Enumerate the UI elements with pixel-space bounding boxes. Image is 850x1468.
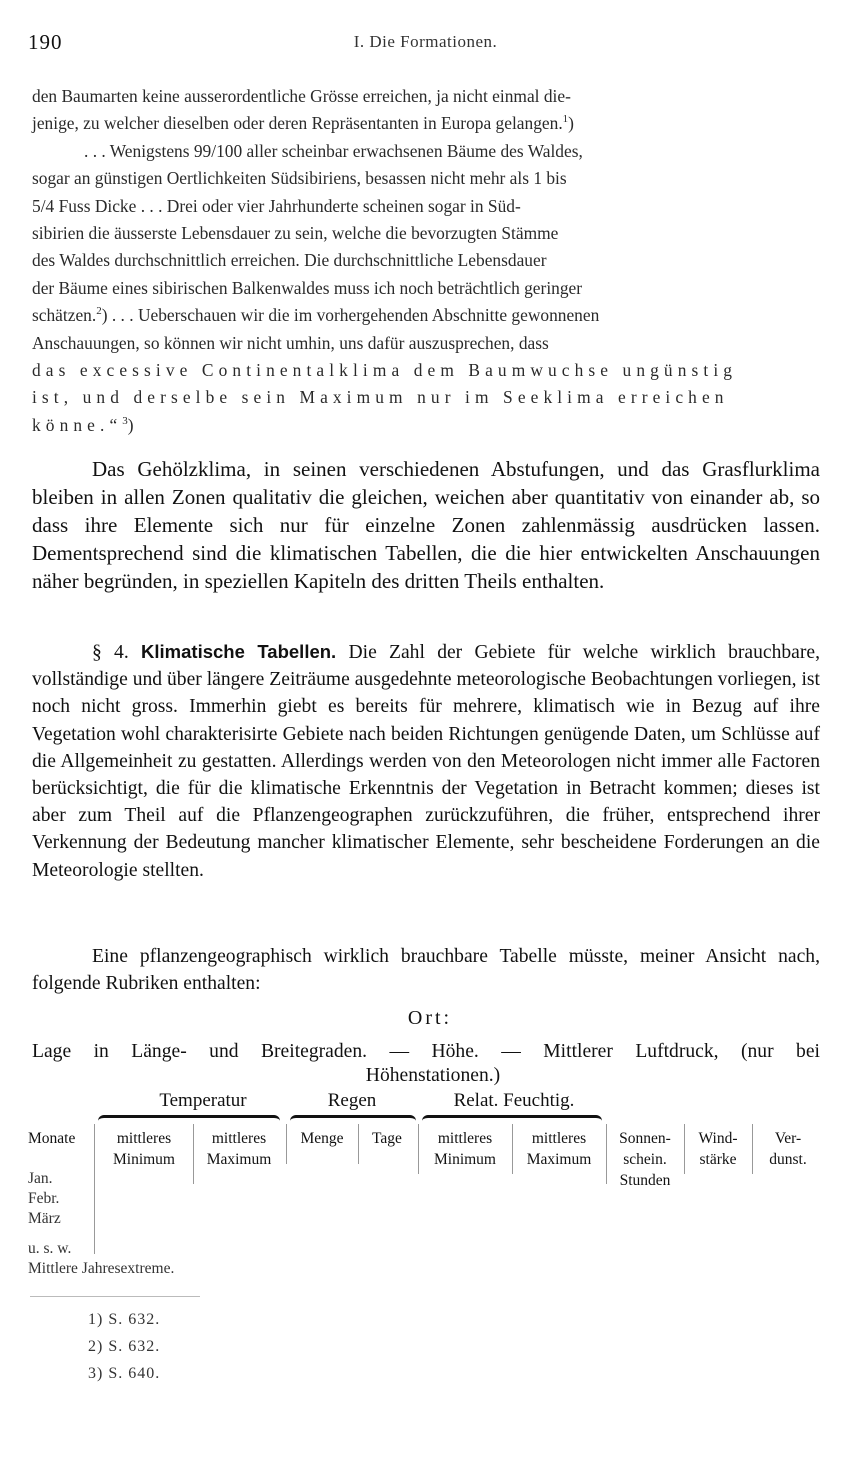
row-label-jan: Jan.	[28, 1170, 53, 1187]
col-feucht-max: mittleres Maximum	[526, 1130, 592, 1168]
quote-line-emphasis: das excessive Continentalklima dem Baumwuchse ungünstig	[32, 360, 738, 381]
col-windstaerke: Wind- stärke	[698, 1130, 738, 1168]
quote-line: jenige, zu welcher dieselben oder deren Repräsentanten in Europa gelangen.$^1$)	[32, 113, 574, 134]
paragraph-klimatische-tabellen: § 4. Klimatische Tabellen. Die Zahl der Gebiete für welche wirklich brauchbare, vollständige und über längere Zeiträume ausgedehnte meteorologische Beobachtungen vorliegen, ist noch nicht gross. Immerhin giebt es bereits für mehrere, klimatisch wie in Bezug auf ihre Vegetation wohl charakterisirte Gebiete nach beiden Richtungen genügende Daten, um Schlüsse auf die Allgemeinheit zu gestatten. Allerdings werden von den Meteorologen nicht immer alle Factoren berücksichtigt, die für die klimatische Erkenntnis der Vegetation in Betracht kommen; dieses ist aber zum Theil auf die Pflanzengeographen zurückzuführen, die früher, entsprechend ihrer Verkennung der Bedeutung mancher klimatischer Elemente, sehr bescheidene Forderungen an die Meteorologie stellten.	[32, 641, 820, 881]
column-rule	[286, 1124, 287, 1164]
quote-line: der Bäume eines sibirischen Balkenwaldes muss ich noch beträchtlich geringer	[32, 277, 583, 298]
footnote-1: 1) S. 632.	[88, 1311, 161, 1328]
row-label-febr: Febr.	[28, 1190, 60, 1207]
quote-line-emphasis: ist, und derselbe sein Maximum nur im Seeklima erreichen	[32, 387, 729, 408]
footnote-ref: 2	[96, 305, 102, 318]
lage-line: Lage in Länge- und Breitegraden. — Höhe. — Mittlerer Luftdruck, (nur bei	[32, 1041, 820, 1062]
section-number: § 4.	[92, 642, 129, 663]
footnote-divider	[30, 1296, 200, 1297]
col-sonnenschein: Sonnen- schein. Stunden	[619, 1130, 671, 1189]
column-rule	[193, 1124, 194, 1184]
group-brace	[422, 1115, 602, 1124]
ort-label: Ort:	[407, 1007, 453, 1029]
quote-line: . . . Wenigstens 99/100 aller scheinbar erwachsenen Bäume des Waldes,	[84, 140, 583, 161]
rubric-table	[28, 1090, 828, 1290]
quote-line: sibirien die äusserste Lebensdauer zu sein, welche die bevorzugten Stämme	[32, 223, 559, 244]
group-temperatur: Temperatur	[159, 1090, 247, 1111]
footnote-2: 2) S. 632.	[88, 1338, 161, 1355]
group-brace	[98, 1115, 280, 1124]
footnote-3: 3) S. 640.	[88, 1365, 161, 1382]
lage-line-continued: Höhenstationen.)	[365, 1065, 501, 1086]
col-regen-menge: Menge	[300, 1130, 344, 1147]
col-temp-max: mittleres Maximum	[206, 1130, 272, 1168]
quote-line: Anschauungen, so können wir nicht umhin, uns dafür auszusprechen, dass	[32, 332, 549, 353]
col-temp-min: mittleres Minimum	[112, 1130, 175, 1168]
row-label-mittlere: Mittlere Jahresextreme.	[28, 1260, 175, 1277]
column-rule	[606, 1124, 607, 1184]
paragraph-gehoelzklima: Das Gehölzklima, in seinen verschiedenen Abstufungen, und das Grasflurklima bleiben in allen Zonen qualitativ die gleichen, weichen aber quantitativ von einander ab, so dass ihre Elemente sich nur für einzelne Zonen zahlenmässig ausdrücken lassen. Dementsprechend sind die klimatischen Tabellen, die die hier entwickelten Anschauungen näher begründen, in speziellen Kapiteln des dritten Theils enthalten.	[32, 457, 820, 593]
col-verdunstung: Ver- dunst.	[769, 1130, 807, 1168]
column-rule	[752, 1124, 753, 1174]
quote-line: des Waldes durchschnittlich erreichen. Die durchschnittliche Lebensdauer	[32, 250, 547, 271]
quote-line: könne.“$^3$)	[32, 414, 134, 435]
page-number: 190	[28, 30, 63, 54]
row-label-maerz: März	[28, 1210, 61, 1227]
column-rule	[512, 1124, 513, 1174]
group-brace	[290, 1115, 416, 1124]
col-regen-tage: Tage	[372, 1130, 402, 1147]
group-feuchtigkeit: Relat. Feuchtig.	[453, 1090, 575, 1111]
column-rule	[358, 1124, 359, 1164]
paragraph-tabelle: Eine pflanzengeographisch wirklich brauchbare Tabelle müsste, meiner Ansicht nach, folgende Rubriken enthalten:	[32, 946, 820, 995]
column-rule	[94, 1124, 95, 1254]
quote-line: den Baumarten keine ausserordentliche Grösse erreichen, ja nicht einmal die-	[32, 86, 571, 106]
row-label-usw: u. s. w.	[28, 1240, 72, 1257]
footnote-ref: 3	[122, 414, 128, 427]
col-monate: Monate	[28, 1130, 76, 1147]
section-heading: Klimatische Tabellen.	[141, 641, 337, 662]
group-regen: Regen	[327, 1090, 377, 1111]
footnote-ref: 1	[562, 113, 569, 126]
page-header	[28, 30, 823, 54]
running-title: I. Die Formationen.	[353, 32, 498, 51]
column-rule	[418, 1124, 419, 1174]
footnotes	[88, 1306, 160, 1387]
quote-line: schätzen.$^2$) . . . Ueberschauen wir die im vorhergehenden Abschnitte gewonnenen	[32, 305, 600, 326]
col-feucht-min: mittleres Minimum	[433, 1130, 496, 1168]
column-rule	[684, 1124, 685, 1174]
quote-line: sogar an günstigen Oertlichkeiten Südsibiriens, besassen nicht mehr als 1 bis	[32, 168, 567, 189]
quoted-passage	[32, 83, 824, 439]
quote-line: 5/4 Fuss Dicke . . . Drei oder vier Jahrhunderte scheinen sogar in Süd-	[32, 195, 521, 216]
